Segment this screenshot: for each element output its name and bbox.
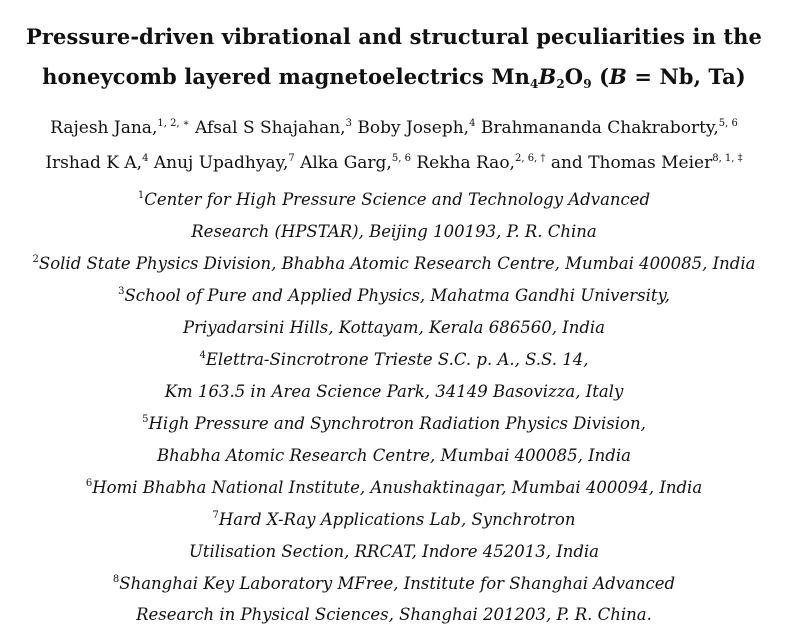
affiliation-text: Center for High Pressure Science and Technology Advanced [144,190,651,209]
affiliation-line [0,382,788,401]
affiliation-text: Research in Physical Sciences, Shanghai 201203, P. R. China. [136,605,652,624]
affiliation-sup: 7 [212,510,219,521]
affiliation-text: Shanghai Key Laboratory MFree, Institute for Shanghai Advanced [119,574,676,593]
author-sup: 5, 6 [718,118,738,129]
title-line-1: Pressure-driven vibrational and structural peculiarities in the [25,24,763,49]
author-sup: 3 [345,118,352,129]
author-sup: 4 [142,153,149,164]
affiliation-text: Utilisation Section, RRCAT, Indore 452013, India [188,542,600,561]
mn-subscript: 4 [530,77,539,91]
author-name: Anuj Upadhyay, [148,153,289,173]
affiliation-line [0,350,788,369]
title-prefix: honeycomb layered magnetoelectrics Mn [42,64,531,89]
affiliation-sup: 5 [142,414,149,425]
affiliation-sup: 3 [118,286,125,297]
paren-open: ( [591,64,610,89]
affiliation-text: Km 163.5 in Area Science Park, 34149 Basovizza, Italy [164,382,624,401]
author-line-2 [0,153,788,173]
equation-rest: = Nb, Ta) [626,64,746,89]
b-subscript: 2 [556,77,565,91]
affiliation-line [0,414,788,433]
affiliation-text: Research (HPSTAR), Beijing 100193, P. R. China [191,222,597,241]
affiliation-text: Bhabha Atomic Research Centre, Mumbai 400085, India [157,446,631,465]
author-name: Rajesh Jana, [50,118,158,138]
author-sup: 8, 1, ‡ [712,153,743,164]
affiliation-line [0,190,788,209]
title-line-2 [0,64,788,89]
affiliation-text: Hard X-Ray Applications Lab, Synchrotron [218,510,576,529]
affiliation-text: Solid State Physics Division, Bhabha Atomic Research Centre, Mumbai 400085, India [38,254,756,273]
author-name: Rekha Rao, [410,153,515,173]
author-sup: 4 [469,118,476,129]
affiliation-line [0,510,788,529]
author-sup: 5, 6 [391,153,411,164]
affiliation-line [0,574,788,593]
author-name: Irshad K A, [45,153,143,173]
affiliation-line [0,222,788,241]
author-name: Alka Garg, [294,153,392,173]
affiliation-text: High Pressure and Synchrotron Radiation Physics Division, [148,414,646,433]
affiliation-line [0,318,788,337]
author-sup: 2, 6, † [514,153,546,164]
o-symbol: O [564,64,584,89]
author-name: Afsal S Shajahan, [189,118,346,138]
affiliation-text: Homi Bhabha National Institute, Anushaktinagar, Mumbai 400094, India [92,478,703,497]
affiliation-sup: 6 [85,478,93,489]
affiliation-line [0,605,788,624]
author-name: and Thomas Meier [545,153,713,173]
affiliation-line [0,478,788,497]
affiliation-sup: 2 [32,254,39,265]
affiliation-line [0,254,788,273]
affiliation-line [0,446,788,465]
affiliation-text: Elettra-Sincrotrone Trieste S.C. p. A., S.S. 14, [205,350,589,369]
author-line-1 [0,118,788,138]
author-name: Brahmananda Chakraborty, [475,118,719,138]
b-variable: B [609,64,627,89]
affiliation-line [0,542,788,561]
author-name: Boby Joseph, [351,118,470,138]
affiliation-sup: 1 [137,190,145,201]
affiliation-text: Priyadarsini Hills, Kottayam, Kerala 686560, India [182,318,606,337]
affiliation-text: School of Pure and Applied Physics, Mahatma Gandhi University, [124,286,670,305]
affiliation-sup: 8 [112,574,120,585]
author-sup: 7 [288,153,295,164]
affiliation-sup: 4 [199,350,206,361]
affiliation-line [0,286,788,305]
o-subscript: 9 [583,77,592,91]
b-symbol: B [538,64,557,89]
author-sup: 1, 2, ∗ [157,118,190,129]
